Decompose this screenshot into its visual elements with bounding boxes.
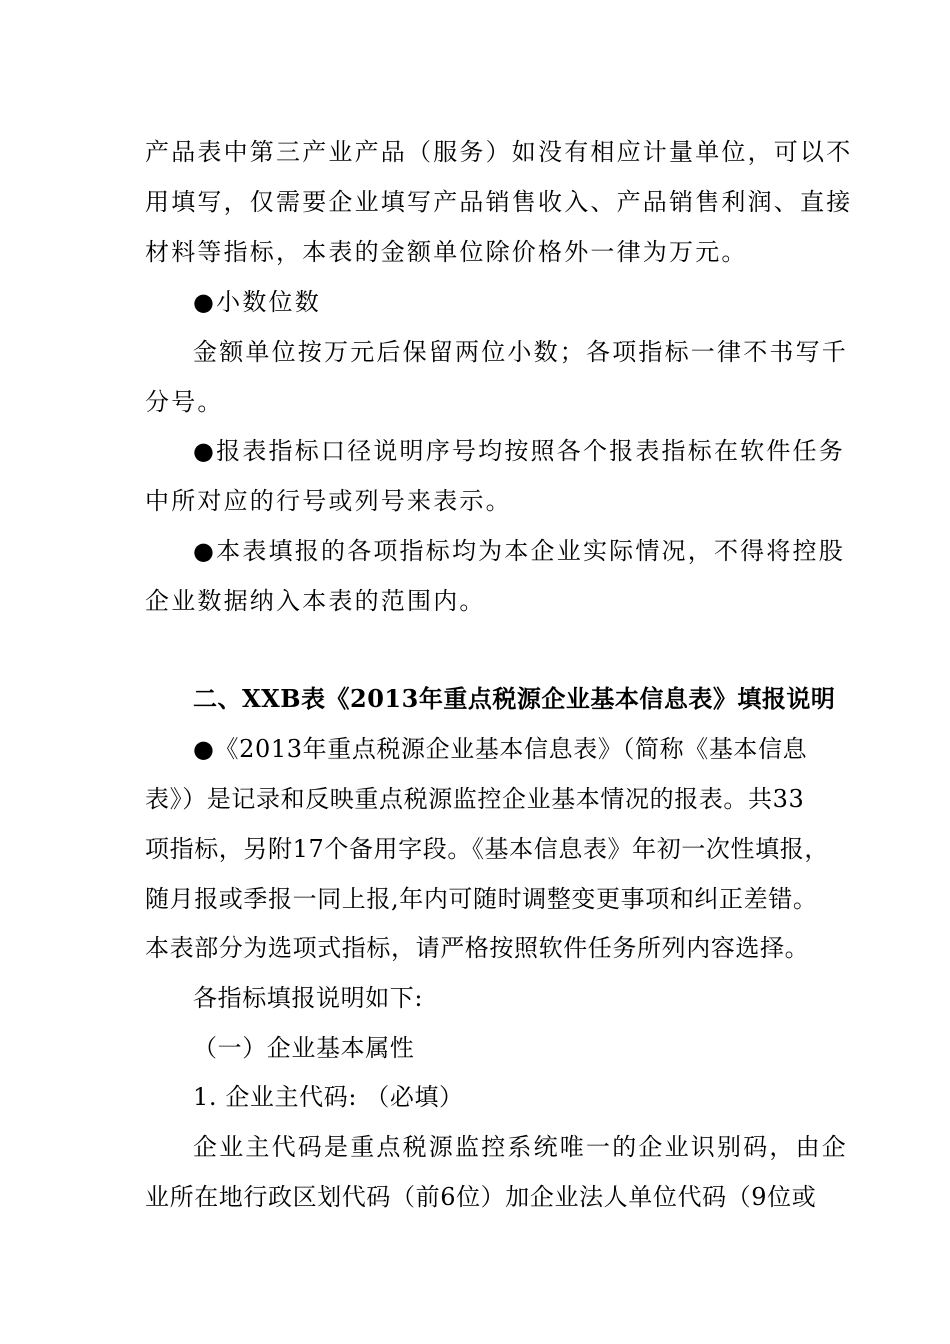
- item-title: 1. 企业主代码: （必填）: [193, 1083, 464, 1111]
- bullet-intro: ●《2013年重点税源企业基本信息表》（简称《基本信息: [193, 735, 808, 763]
- paragraph-line: 分号。: [145, 388, 224, 416]
- bullet-serial-numbers: ●报表指标口径说明序号均按照各个报表指标在软件任务: [193, 437, 845, 465]
- paragraph-line: 随月报或季报一同上报,年内可随时调整变更事项和纠正差错。: [145, 885, 818, 913]
- paragraph-line: 业所在地行政区划代码（前6位）加企业法人单位代码（9位或: [145, 1183, 817, 1211]
- bullet-actual-situation: ●本表填报的各项指标均为本企业实际情况，不得将控股: [193, 537, 845, 565]
- paragraph-line: 金额单位按万元后保留两位小数；各项指标一律不书写千: [193, 338, 848, 366]
- paragraph-line: 中所对应的行号或列号来表示。: [145, 487, 512, 515]
- paragraph-line: 用填写，仅需要企业填写产品销售收入、产品销售利润、直接: [145, 188, 853, 216]
- bullet-decimal-places: ●小数位数: [193, 288, 321, 316]
- paragraph-line: 本表部分为选项式指标，请严格按照软件任务所列内容选择。: [145, 934, 810, 962]
- paragraph-line: 材料等指标，本表的金额单位除价格外一律为万元。: [145, 238, 748, 266]
- paragraph-line: 产品表中第三产业产品（服务）如没有相应计量单位，可以不: [145, 138, 853, 166]
- paragraph-line: 企业主代码是重点税源监控系统唯一的企业识别码，由企: [193, 1133, 848, 1161]
- paragraph-line: 各指标填报说明如下:: [193, 984, 424, 1012]
- paragraph-line: 项指标，另附17个备用字段。《基本信息表》年初一次性填报，: [145, 835, 829, 863]
- paragraph-line: 表》）是记录和反映重点税源监控企业基本情况的报表。共33: [145, 785, 805, 813]
- paragraph-line: 企业数据纳入本表的范围内。: [145, 587, 486, 615]
- subsection-heading: （一）企业基本属性: [193, 1034, 415, 1062]
- section-heading: 二、XXB表《2013年重点税源企业基本信息表》填报说明: [193, 684, 836, 713]
